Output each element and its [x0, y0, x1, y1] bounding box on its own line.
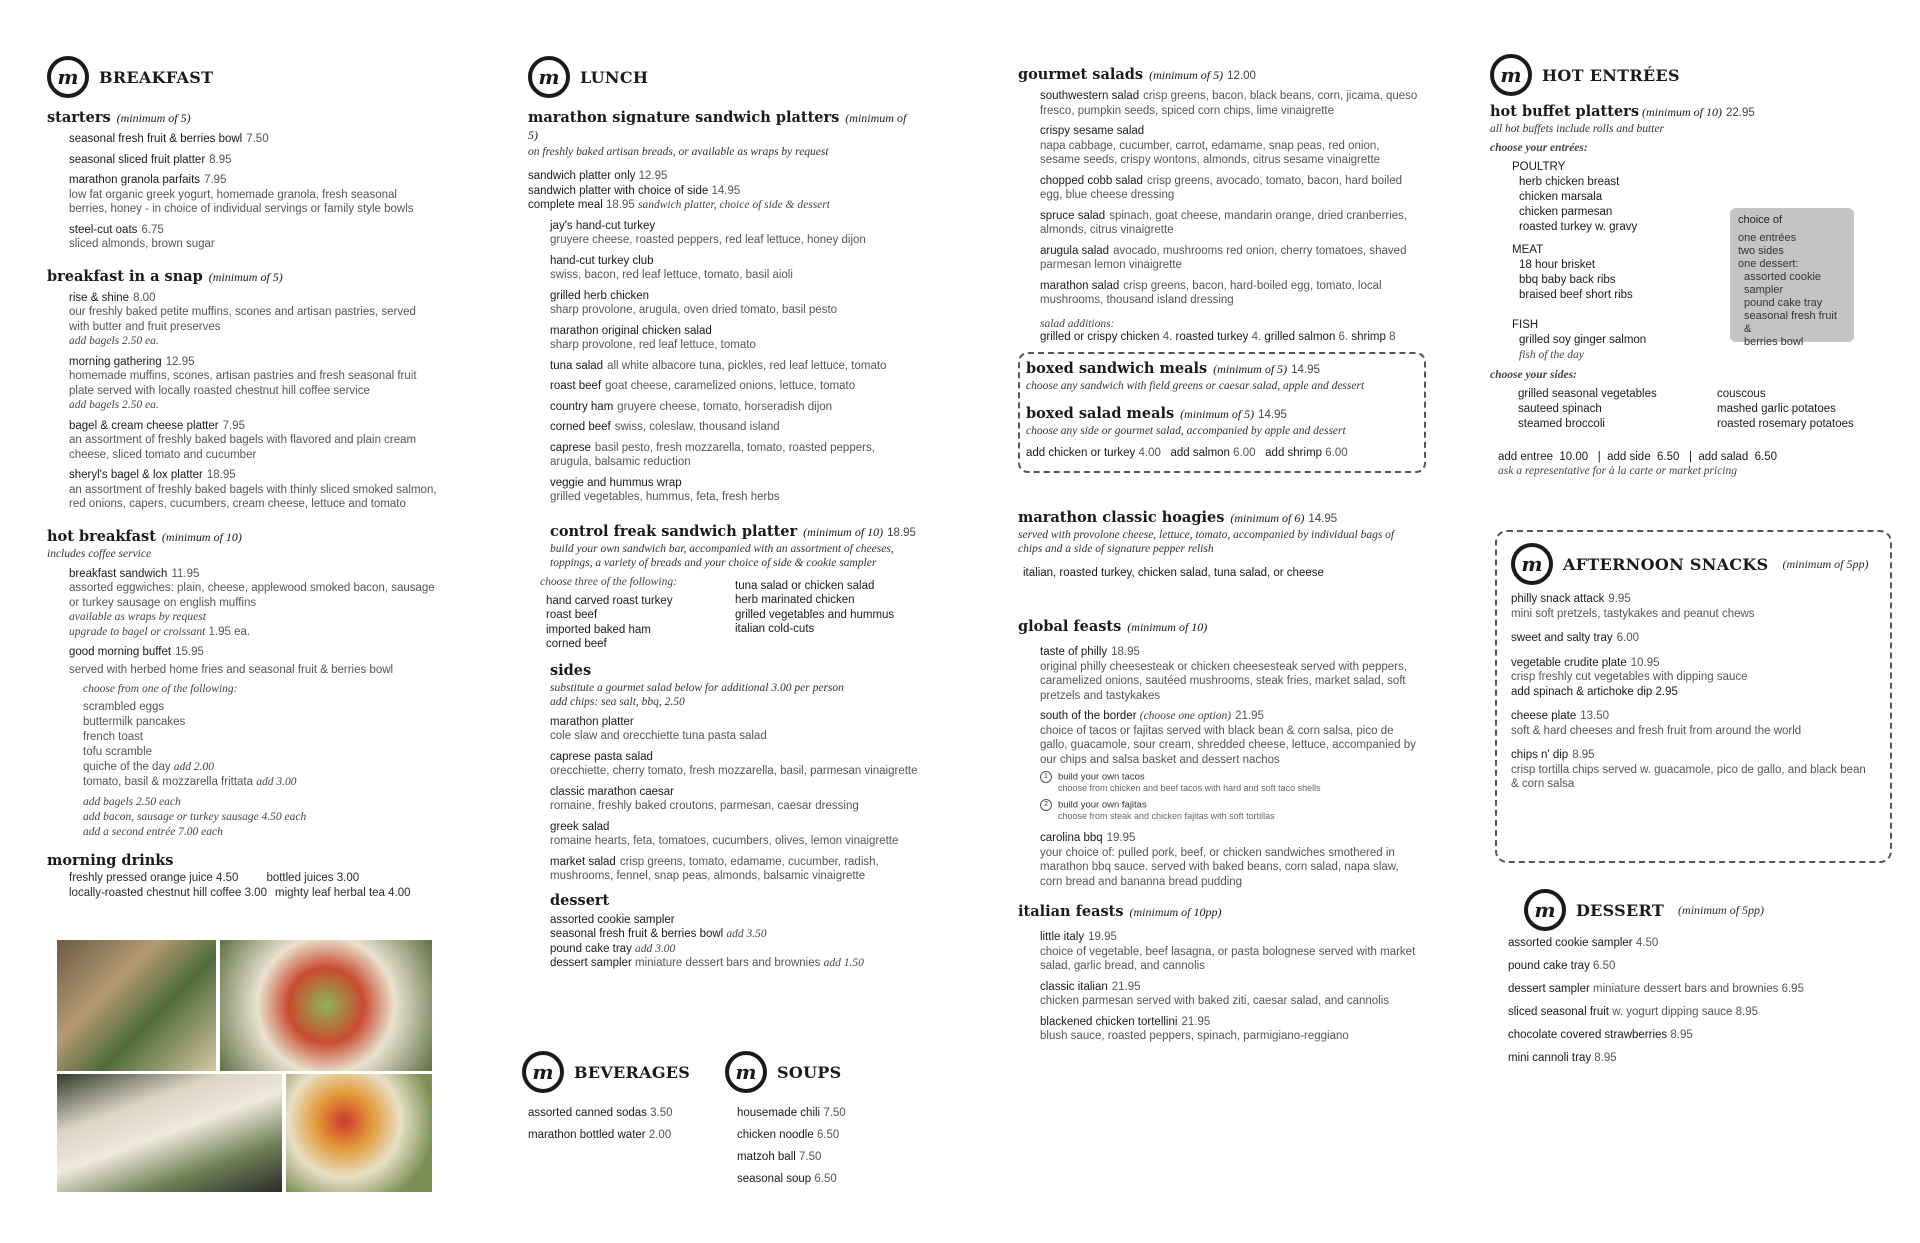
- hot-breakfast-list: [69, 567, 437, 841]
- drinks-list: freshly pressed orange juice 4.50 bottled juices 3.00 locally-roasted chestnut hill coffee 3.00 mighty leaf herbal tea 4.00: [69, 872, 411, 899]
- hot-entrees-header: [1490, 53, 1890, 97]
- menu-item: bagel & cream cheese platter 7.95 an assortment of freshly baked bagels with flavored and plain cream cheese, sliced tomato and cucumber: [69, 419, 417, 461]
- beverages-title: BEVERAGES: [574, 1062, 691, 1082]
- menu-item: corned beef swiss, coleslaw, thousand island: [550, 421, 780, 433]
- menu-item: arugula salad avocado, mushrooms red onion, cherry tomatoes, shaved parmesan lemon vinaigrette: [1040, 244, 1407, 271]
- border-option-1: 1 build your own tacos choose from chicken and beef tacos with hard and soft taco shells: [1040, 771, 1418, 793]
- dessert-section: [1508, 888, 1888, 1070]
- snap-heading: breakfast in a snap (minimum of 5): [47, 267, 283, 285]
- hot-breakfast-sub: includes coffee service: [47, 547, 152, 560]
- salads-column: gourmet salads (minimum of 5) 12.00 southwestern salad crisp greens, bacon, black beans, corn, jicama, queso fresco, pumpkin seeds, spiced corn chips, lime vinaigrette crispy sesame salad napa cabbage, cucumber, carrot, edamame, snap peas, red onion, sesame seeds, crispy wontons, almonds, citrus sesame vinaigrette chopped cobb salad crisp greens, avocado, tomato, bacon, hard boiled egg, blue cheese dressing spruce salad spinach, goat cheese, mandarin orange, dried cranberries, almonds, citrus vinaigrette arugula salad avocado, mushrooms red onion, cherry tomatoes, shaved parmesan lemon vinaigrette marathon salad crisp greens, bacon, hard-boiled egg, tomato, local mushrooms, thousand island dressing salad additions: grilled or crispy chicken 4. roasted turkey 4. grilled salmon 6. shrimp 8 boxed sandwich meals (minimum of 5) 14.95 choose any sandwich with field greens or caesar salad, apple and dessert boxed salad meals (minimum of 5) 14.95 choose any side or gourmet salad, accompanied by apple and dessert add chicken or turkey 4.00 add salmon 6.00 add shrimp 6.00 marathon classic hoagies (minimum of 6) 14.95 served with provolone cheese, lettuce, tomato, accompanied by individual bags of chips and a side of signature pepper relish italian, roasted turkey, chicken salad, tuna salad, or cheese global feasts (minimum of 10) taste of philly 18.95 original philly cheesesteak or chicken cheesesteak served with peppers, caramelized onions, sautéed mushrooms, steak fries, market salad, soft pretzels and tastykakes south of the border (choose one option) 21.95 choice of tacos or fajitas served with black bean & corn salsa, pico de gallo, guacamole, sour cream, shredded cheese, lettuce, accompanied by our chips and salsa basket and dessert nachos 1 build your own tacos choose from chicken and beef tacos with hard and soft taco shells 2 build your own fajitas choose from steak and chicken fajitas with soft tortillas carolina bbq 19.95 your choice of: pulled pork, beef, or chicken sandwiches smothered in marathon bbq sauce. served with baked beans, corn salad, napa slaw, corn bread and bananna bread pudding italian feasts (minimum of 10pp) little italy 19.95 choice of vegetable, beef lasagna, or pasta bolognese served with market salad, garlic bread, and cannolis classic italian 21.95 chicken parmesan served with baked ziti, caesar salad, and cannolis blackened chicken tortellini 21.95 blush sauce, roasted peppers, spinach, parmigiano-reggiano: [1018, 66, 1418, 1044]
- italian-feasts-list: [1040, 930, 1418, 1044]
- menu-item: taste of philly 18.95 original philly cheesesteak or chicken cheesesteak served with peppers, caramelized onions, sautéed mushrooms, steak fries, market salad, soft pretzels and tastykakes: [1040, 646, 1407, 702]
- menu-item: cheese plate 13.50 soft & hard cheeses and fresh fruit from around the world: [1511, 710, 1802, 737]
- menu-item: roast beef goat cheese, caramelized onions, lettuce, tomato: [550, 380, 856, 392]
- hot-entrees-column: m HOT ENTRÉES hot buffet platters (minimum of 10) 22.95 all hot buffets include rolls and butter choose your entrées: POULTRY herb chicken breast chicken marsala chicken parmesan roasted turkey w. gravy MEAT 18 hour brisket bbq baby back ribs braised beef short ribs FISH grilled soy ginger salmon fish of the day choose your sides: grilled seasonal vegetables sauteed spinach steamed broccoli couscous mashed garlic potatoes roasted rosemary potatoes add entree 10.00 | add side 6.50 | add salad 6.50 ask a representative for à la carte or market pricing: [1490, 53, 1890, 477]
- dessert-title: DESSERT: [1576, 900, 1665, 920]
- lunch-header: [528, 55, 918, 99]
- sandwich-platters-heading: marathon signature sandwich platters (minimum of 5): [528, 109, 907, 142]
- menu-item: sheryl's bagel & lox platter 18.95 an assortment of freshly baked bagels with thinly sliced smoked salmon, red onions, capers, cucumbers, cream cheese, lettuce and tomato: [69, 469, 437, 510]
- marathon-logo-icon: m: [528, 56, 570, 98]
- soups-section: m SOUPS housemade chili 7.50 chicken noodle 6.50 matzoh ball 7.50 seasonal soup 6.50: [725, 1050, 915, 1190]
- boxed-sandwich-heading: boxed sandwich meals (minimum of 5) 14.95: [1026, 360, 1320, 377]
- breakfast-column: [47, 55, 437, 901]
- lunch-title: LUNCH: [580, 67, 649, 87]
- menu-item: market salad crisp greens, tomato, edamame, cucumber, radish, mushrooms, fennel, snap peas, almonds, balsamic vinaigrette: [550, 855, 879, 882]
- menu-item: spruce salad spinach, goat cheese, mandarin orange, dried cranberries, almonds, citrus vinaigrette: [1040, 209, 1408, 236]
- hot-buffet-heading: hot buffet platters (minimum of 10) 22.95: [1490, 103, 1755, 120]
- menu-item: country ham gruyere cheese, tomato, horseradish dijon: [550, 400, 833, 413]
- hot-entrees-title: HOT ENTRÉES: [1542, 65, 1680, 85]
- sandwich-list: [550, 219, 918, 505]
- snacks-title: AFTERNOON SNACKS: [1563, 554, 1769, 574]
- menu-item: grilled herb chicken sharp provolone, arugula, oven dried tomato, basil pesto: [550, 289, 838, 316]
- hot-breakfast-heading: hot breakfast (minimum of 10): [47, 527, 242, 545]
- marathon-logo-icon: m: [1524, 889, 1566, 931]
- gourmet-salads-heading: gourmet salads (minimum of 5) 12.00: [1018, 66, 1256, 83]
- marathon-logo-icon: m: [522, 1051, 564, 1093]
- control-freak-section: control freak sandwich platter (minimum of 10) 18.95 build your own sandwich bar, accompanied with an assortment of cheeses, toppings, a variety of breads and your choice of side & cookie sampler: [550, 523, 918, 570]
- menu-item: marathon salad crisp greens, bacon, hard-boiled egg, tomato, local mushrooms, thousand island dressing: [1040, 279, 1382, 306]
- menu-item: classic marathon caesar romaine, freshly baked croutons, parmesan, caesar dressing: [550, 785, 859, 812]
- antipasto-platter-photo: [286, 1074, 432, 1192]
- wraps-platter-photo: [57, 1074, 282, 1192]
- marathon-logo-icon: m: [725, 1051, 767, 1093]
- breakfast-header: [47, 55, 437, 99]
- menu-item: southwestern salad crisp greens, bacon, black beans, corn, jicama, queso fresco, pumpkin seeds, spiced corn chips, lime vinaigrette: [1040, 90, 1418, 117]
- menu-item: tuna salad all white albacore tuna, pickles, red leaf lettuce, tomato: [550, 359, 887, 372]
- salad-additions: grilled or crispy chicken 4. roasted turkey 4. grilled salmon 6. shrimp 8: [1040, 330, 1396, 343]
- lunch-column: m LUNCH marathon signature sandwich platters (minimum of 5) on freshly baked artisan breads, or available as wraps by request sandwich platter only 12.95 sandwich platter with choice of side 14.95 complete meal 18.95 sandwich platter, choice of side & dessert jay's hand-cut turkey gruyere cheese, roasted peppers, red leaf lettuce, honey dijon hand-cut turkey club swiss, bacon, red leaf lettuce, tomato, basil aioli grilled herb chicken sharp provolone, arugula, oven dried tomato, basil pesto marathon original chicken salad sharp provolone, red leaf lettuce, tomato tuna salad all white albacore tuna, pickles, red leaf lettuce, tomato roast beef goat cheese, caramelized onions, lettuce, tomato country ham gruyere cheese, tomato, horseradish dijon corned beef swiss, coleslaw, thousand island caprese basil pesto, fresh mozzarella, tomato, roasted peppers, arugula, balsamic reduction veggie and hummus wrap grilled vegetables, hummus, feta, fresh herbs control freak sandwich platter (minimum of 10) 18.95 build your own sandwich bar, accompanied with an assortment of cheeses, toppings, a variety of breads and your choice of side & cookie sampler choose three of the following: hand carved roast turkey roast beef imported baked ham corned beef tuna salad or chicken salad herb marinated chicken grilled vegetables and hummus italian cold-cuts sides substitute a gourmet salad below for additional 3.00 per person add chips: sea salt, bbq, 2.50 marathon platter cole slaw and orecchiette tuna pasta salad caprese pasta salad orecchiette, cherry tomato, fresh mozzarella, basil, parmesan vinaigrette classic marathon caesar romaine, freshly baked croutons, parmesan, caesar dressing greek salad romaine hearts, feta, tomatoes, cucumbers, olives, lemon vinaigrette market salad crisp greens, tomato, edamame, cucumber, radish, mushrooms, fennel, snap peas, almonds, balsamic vinaigrette dessert assorted cookie sampler seasonal fresh fruit & berries bowl add 3.50 pound cake tray add 3.00 dessert sampler miniature dessert bars and brownies add 1.50: [528, 55, 918, 971]
- menu-item: caprese pasta salad orecchiette, cherry tomato, fresh mozzarella, basil, parmesan vinaigrette: [550, 750, 918, 777]
- food-photos: [57, 940, 432, 1192]
- menu-item: veggie and hummus wrap grilled vegetables, hummus, feta, fresh herbs: [550, 476, 780, 503]
- afternoon-snacks-box: [1495, 530, 1892, 863]
- boxed-salad-heading: boxed salad meals (minimum of 5) 14.95: [1026, 405, 1287, 422]
- menu-item: marathon platter cole slaw and orecchiette tuna pasta salad: [550, 715, 767, 742]
- salad-bowl-photo: [220, 940, 432, 1071]
- morning-drinks-heading: morning drinks: [47, 852, 174, 869]
- menu-item: breakfast sandwich 11.95 assorted eggwiches: plain, cheese, applewood smoked bacon, sausage or turkey sausage on english muffins available as wraps by request upgrade to bagel or croissant 1.95 ea.: [69, 567, 435, 638]
- global-feasts-heading: global feasts (minimum of 10): [1018, 618, 1208, 635]
- soups-title: SOUPS: [777, 1062, 842, 1082]
- menu-item: steel-cut oats 6.75 sliced almonds, brown sugar: [69, 223, 215, 250]
- salads-list: southwestern salad crisp greens, bacon, black beans, corn, jicama, queso fresco, pumpkin seeds, spiced corn chips, lime vinaigrette crispy sesame salad napa cabbage, cucumber, carrot, edamame, snap peas, red onion, sesame seeds, crispy wontons, almonds, citrus sesame vinaigrette chopped cobb salad crisp greens, avocado, tomato, bacon, hard boiled egg, blue cheese dressing spruce salad spinach, goat cheese, mandarin orange, dried cranberries, almonds, citrus vinaigrette arugula salad avocado, mushrooms red onion, cherry tomatoes, shaved parmesan lemon vinaigrette marathon salad crisp greens, bacon, hard-boiled egg, tomato, local mushrooms, thousand island dressing salad additions: grilled or crispy chicken 4. roasted turkey 4. grilled salmon 6. shrimp 8: [1040, 90, 1418, 343]
- menu-item: marathon original chicken salad sharp provolone, red leaf lettuce, tomato: [550, 324, 756, 351]
- sides-section: sides substitute a gourmet salad below for additional 3.00 per person add chips: sea salt, bbq, 2.50 marathon platter cole slaw and orecchiette tuna pasta salad caprese pasta salad orecchiette, cherry tomato, fresh mozzarella, basil, parmesan vinaigrette classic marathon caesar romaine, freshly baked croutons, parmesan, caesar dressing greek salad romaine hearts, feta, tomatoes, cucumbers, olives, lemon vinaigrette market salad crisp greens, tomato, edamame, cucumber, radish, mushrooms, fennel, snap peas, almonds, balsamic vinaigrette dessert assorted cookie sampler seasonal fresh fruit & berries bowl add 3.50 pound cake tray add 3.00 dessert sampler miniature dessert bars and brownies add 1.50: [550, 661, 918, 969]
- starters-heading: starters (minimum of 5): [47, 109, 191, 126]
- snacks-list: [1511, 592, 1876, 792]
- menu-item: greek salad romaine hearts, feta, tomatoes, cucumbers, olives, lemon vinaigrette: [550, 820, 899, 847]
- sandwich-platter-photo: [57, 940, 216, 1071]
- menu-item: caprese basil pesto, fresh mozzarella, tomato, roasted peppers, arugula, balsamic reduction: [550, 441, 875, 468]
- menu-item: chips n' dip 8.95 crisp tortilla chips served w. guacamole, pico de gallo, and black bean & corn salsa: [1511, 749, 1866, 790]
- sides-heading: sides: [550, 661, 592, 679]
- menu-item: vegetable crudite plate 10.95 crisp freshly cut vegetables with dipping sauce add spinach & artichoke dip 2.95: [1511, 656, 1748, 698]
- dessert-list: assorted cookie sampler 4.50 pound cake tray 6.50 dessert sampler miniature dessert bars and brownies 6.95 sliced seasonal fruit w. yogurt dipping sauce 8.95 chocolate covered strawberries 8.95 mini cannoli tray 8.95: [1508, 937, 1804, 1064]
- menu-item: jay's hand-cut turkey gruyere cheese, roasted peppers, red leaf lettuce, honey dijon: [550, 219, 866, 246]
- marathon-logo-icon: m: [1490, 54, 1532, 96]
- menu-item: chopped cobb salad crisp greens, avocado, tomato, bacon, hard boiled egg, blue cheese dressing: [1040, 174, 1403, 201]
- hoagies-heading: marathon classic hoagies (minimum of 6) 14.95: [1018, 508, 1338, 526]
- menu-item: little italy 19.95 choice of vegetable, beef lasagna, or pasta bolognese served with market salad, garlic bread, and cannolis: [1040, 931, 1416, 972]
- global-feasts-list: [1040, 645, 1418, 889]
- lunch-dessert-list: assorted cookie sampler seasonal fresh fruit & berries bowl add 3.50 pound cake tray add 3.00 dessert sampler miniature dessert bars and brownies add 1.50: [550, 913, 864, 969]
- marathon-logo-icon: m: [47, 56, 89, 98]
- marathon-logo-icon: m: [1511, 543, 1553, 585]
- choice-of-box: choice of one entrées two sides one dessert: assorted cookie sampler pound cake tray seasonal fresh fruit & berries bowl: [1730, 208, 1854, 342]
- lunch-dessert-heading: dessert: [550, 891, 610, 909]
- menu-item: marathon granola parfaits 7.95 low fat organic greek yogurt, homemade granola, fresh seasonal berries, honey - in choice of individual servings or family style bowls: [69, 174, 414, 215]
- menu-item: philly snack attack 9.95 mini soft pretzels, tastykakes and peanut chews: [1511, 593, 1755, 620]
- entree-options: POULTRY herb chicken breast chicken marsala chicken parmesan roasted turkey w. gravy MEAT 18 hour brisket bbq baby back ribs braised beef short ribs FISH grilled soy ginger salmon fish of the day: [1512, 161, 1647, 361]
- starters-list: [69, 132, 437, 252]
- boxed-adds: add chicken or turkey 4.00 add salmon 6.00 add shrimp 6.00: [1026, 447, 1348, 459]
- menu-item: rise & shine 8.00 our freshly baked petite muffins, scones and artisan pastries, served with butter and fruit preserves add bagels 2.50 ea.: [69, 291, 416, 347]
- control-freak-choices: choose three of the following: hand carved roast turkey roast beef imported baked ham corned beef tuna salad or chicken salad herb marinated chicken grilled vegetables and hummus italian cold-cuts: [540, 575, 895, 650]
- dessert-header: m DESSERT (minimum of 5pp): [1524, 888, 1888, 932]
- platter-prices: sandwich platter only 12.95 sandwich platter with choice of side 14.95 complete meal 18.95 sandwich platter, choice of side & dessert: [528, 170, 830, 211]
- beverages-section: m BEVERAGES assorted canned sodas 3.50 marathon bottled water 2.00: [522, 1050, 712, 1146]
- sides-options: grilled seasonal vegetables sauteed spinach steamed broccoli couscous mashed garlic potatoes roasted rosemary potatoes: [1518, 388, 1854, 430]
- menu-item: south of the border (choose one option) 21.95 choice of tacos or fajitas served with black bean & corn salsa, pico de gallo, guacamole, sour cream, shredded cheese, lettuce, accompanied by our chips and salsa basket and dessert nachos: [1040, 710, 1416, 766]
- menu-item: crispy sesame salad napa cabbage, cucumber, carrot, edamame, snap peas, red onion, sesame seeds, crispy wontons, almonds, citrus sesame vinaigrette: [1040, 125, 1381, 166]
- breakfast-title: BREAKFAST: [99, 67, 214, 87]
- menu-item: morning gathering 12.95 homemade muffins, scones, artisan pastries and fresh seasonal fruit plate served with locally roasted chestnut hill coffee service add bagels 2.50 ea.: [69, 355, 417, 411]
- option-list: scrambled eggs buttermilk pancakes french toast tofu scramble quiche of the day add 2.00 tomato, basil & mozzarella frittata add 3.00: [83, 701, 297, 788]
- buffet-options: choose from one of the following: scrambled eggs buttermilk pancakes french toast tofu scramble quiche of the day add 2.00 tomato, basil & mozzarella frittata add 3.00 add bagels 2.50 each add bacon, sausage or turkey sausage 4.50 each add a second entrée 7.00 each: [83, 683, 437, 840]
- menu-item: carolina bbq 19.95 your choice of: pulled pork, beef, or chicken sandwiches smothered in marathon bbq sauce. served with baked beans, corn salad, napa slaw, corn bread and bananna bread pudding: [1040, 832, 1399, 888]
- menu-item: blackened chicken tortellini 21.95 blush sauce, roasted peppers, spinach, parmigiano-reggiano: [1040, 1015, 1349, 1042]
- menu-item: seasonal sliced fruit platter 8.95: [69, 153, 232, 166]
- boxed-meals-box: boxed sandwich meals (minimum of 5) 14.95 choose any sandwich with field greens or caesar salad, apple and dessert boxed salad meals (minimum of 5) 14.95 choose any side or gourmet salad, accompanied by apple and dessert add chicken or turkey 4.00 add salmon 6.00 add shrimp 6.00: [1018, 352, 1426, 473]
- menu-item: classic italian 21.95 chicken parmesan served with baked ziti, caesar salad, and cannolis: [1040, 980, 1390, 1007]
- menu-item: seasonal fresh fruit & berries bowl 7.50: [69, 133, 269, 145]
- italian-feasts-heading: italian feasts (minimum of 10pp): [1018, 903, 1222, 920]
- menu-item: hand-cut turkey club swiss, bacon, red leaf lettuce, tomato, basil aioli: [550, 254, 793, 281]
- snacks-header: m AFTERNOON SNACKS (minimum of 5pp): [1511, 542, 1876, 586]
- add-ons: add bagels 2.50 each add bacon, sausage or turkey sausage 4.50 each add a second entrée 7.00 each: [83, 796, 307, 838]
- menu-item: sweet and salty tray 6.00: [1511, 632, 1640, 644]
- menu-item: good morning buffet 15.95 served with herbed home fries and seasonal fruit & berries bowl: [69, 646, 394, 676]
- snap-list: [69, 291, 437, 512]
- border-option-2: 2 build your own fajitas choose from steak and chicken fajitas with soft tortillas: [1040, 799, 1418, 821]
- control-freak-heading: control freak sandwich platter (minimum of 10) 18.95: [550, 522, 916, 540]
